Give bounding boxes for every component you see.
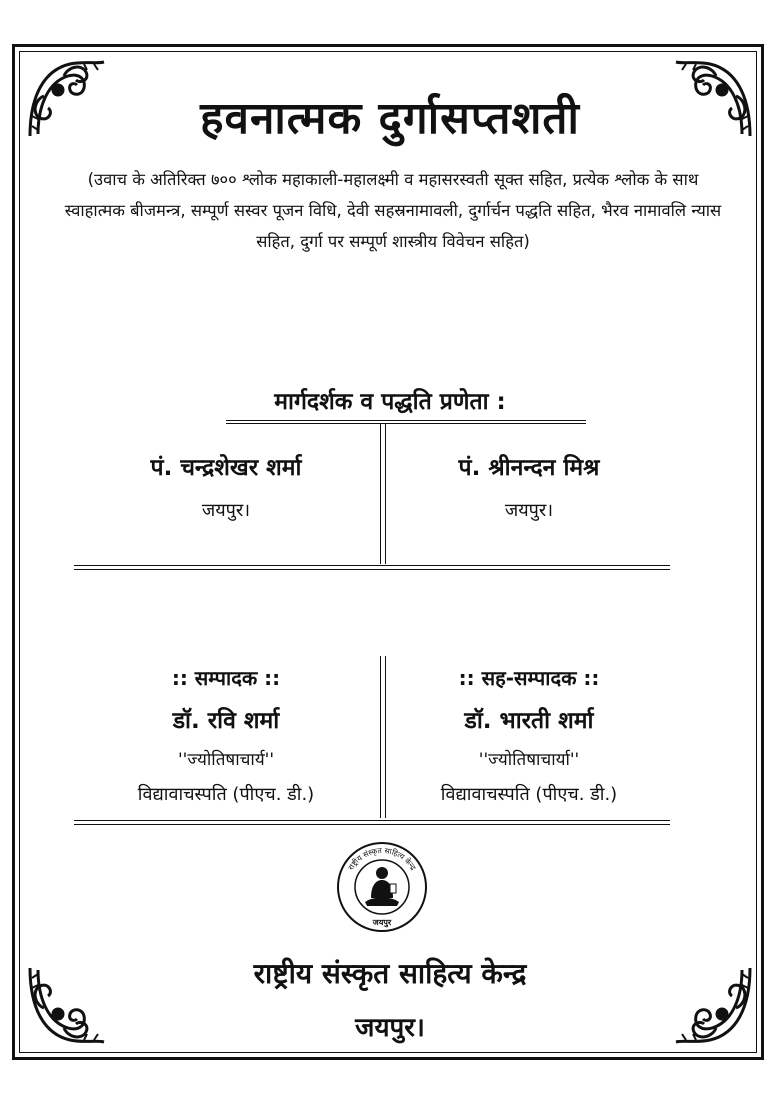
editor-right bbox=[386, 664, 672, 806]
editor-right-role: :: सह-सम्पादक :: bbox=[458, 666, 600, 690]
seal-bottom-text: जयपुर bbox=[372, 918, 392, 927]
guide-left-name: पं. चन्द्रशेखर शर्मा bbox=[150, 455, 302, 481]
editor-right-degree-2: विद्यावाचस्पति (पीएच. डी.) bbox=[440, 784, 618, 805]
guide-right bbox=[386, 450, 672, 522]
guides-heading: मार्गदर्शक व पद्धति प्रणेता : bbox=[274, 389, 506, 415]
editor-left-degree-2: विद्यावाचस्पति (पीएच. डी.) bbox=[137, 784, 315, 805]
section-divider bbox=[74, 820, 670, 825]
editor-right-name: डॉ. भारती शर्मा bbox=[464, 708, 594, 734]
guide-right-place: जयपुर। bbox=[504, 500, 554, 521]
publisher-seal-icon bbox=[335, 840, 429, 934]
guide-left-place: जयपुर। bbox=[201, 500, 251, 521]
editor-left-degree: ''ज्योतिषाचार्य'' bbox=[177, 750, 275, 770]
publisher-name: राष्ट्रीय संस्कृत साहित्य केन्द्र bbox=[253, 957, 527, 990]
section-divider bbox=[74, 565, 670, 570]
guide-right-name: पं. श्रीनन्दन मिश्र bbox=[458, 455, 600, 481]
book-title: हवनात्मक दुर्गासप्तशती bbox=[200, 93, 580, 144]
publisher-city: जयपुर। bbox=[355, 1013, 425, 1043]
editor-right-degree: ''ज्योतिषाचार्या'' bbox=[478, 750, 580, 770]
guides-heading-underline bbox=[226, 420, 586, 424]
seal-ring-text: राष्ट्रीय संस्कृत साहित्य केन्द्र bbox=[346, 845, 418, 872]
editor-left bbox=[76, 664, 376, 806]
editor-left-role: :: सम्पादक :: bbox=[171, 666, 281, 690]
editor-left-name: डॉ. रवि शर्मा bbox=[172, 708, 280, 734]
book-subtitle: (उवाच के अतिरिक्त ७०० श्लोक महाकाली-महालक्ष्मी व महासरस्वती सूक्त सहित, प्रत्येक श्लोक के साथ स्वाहात्मक बीजमन्त्र, सम्पूर्ण सस्वर पूजन विधि, देवी सहस्रनामावली, दुर्गार्चन पद्धति सहित, भैरव नामावलि न्यास सहित, दुर्गा पर सम्पूर्ण शास्त्रीय विवेचन सहित) bbox=[64, 170, 722, 251]
guide-left bbox=[76, 450, 376, 522]
